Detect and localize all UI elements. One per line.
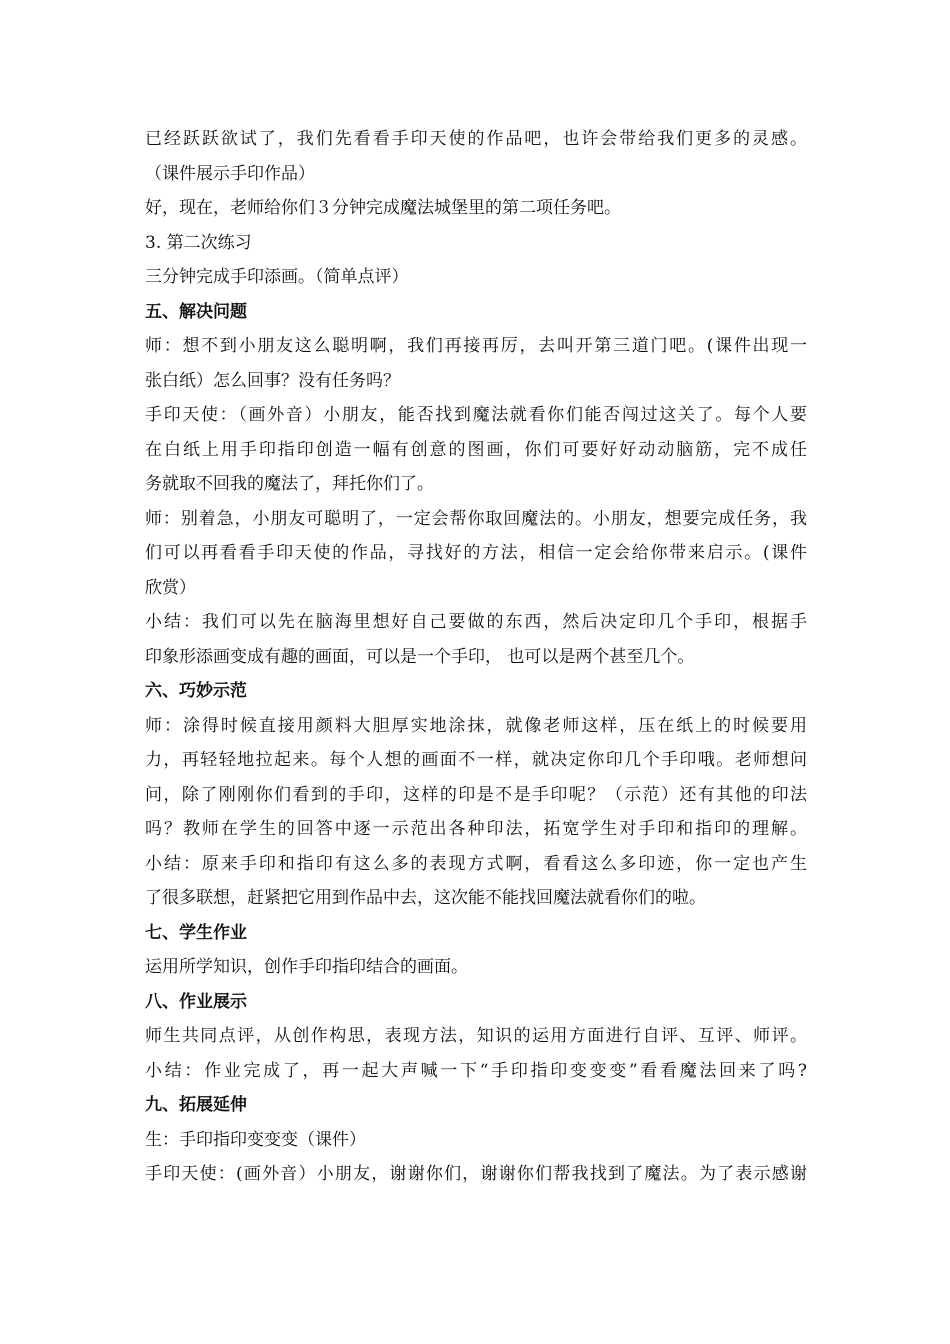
text-line: 好，现在，老师给你们３分钟完成魔法城堡里的第二项任务吧。 bbox=[145, 198, 621, 218]
section-heading: 五、解决问题 bbox=[145, 301, 247, 322]
text-line: 小结：原来手印和指印有这么多的表现方式啊，看看这么多印迹，你一定也产生 bbox=[145, 853, 807, 874]
text-line: 小结：我们可以先在脑海里想好自己要做的东西，然后决定印几个手印，根据手 bbox=[145, 612, 807, 632]
text-line: 小结：作业完成了，再一起大声喊一下“手印指印变变变”看看魔法回来了吗? bbox=[145, 1060, 807, 1081]
text-line: 3. 第二次练习 bbox=[145, 232, 252, 253]
section-heading: 六、巧妙示范 bbox=[145, 681, 247, 701]
section-heading: 九、拓展延伸 bbox=[145, 1095, 247, 1115]
text-line: 印象形添画变成有趣的画面，可以是一个手印， 也可以是两个甚至几个。 bbox=[145, 646, 695, 667]
text-line: 张白纸）怎么回事？没有任务吗？ bbox=[145, 370, 400, 391]
text-line: 在白纸上用手印指印创造一幅有创意的图画，你们可要好好动动脑筋，完不成任 bbox=[145, 439, 807, 460]
section-heading: 七、学生作业 bbox=[145, 922, 247, 943]
text-line: 手印天使：(画外音）小朋友，谢谢你们，谢谢你们帮我找到了魔法。为了表示感谢 bbox=[145, 1164, 807, 1184]
text-line: 师：涂得时候直接用颜料大胆厚实地涂抹，就像老师这样，压在纸上的时候要用 bbox=[145, 715, 807, 736]
text-line: （课件展示手印作品） bbox=[145, 163, 315, 184]
text-line: 运用所学知识，创作手印指印结合的画面。 bbox=[145, 957, 468, 977]
text-line: 务就取不回我的魔法了，拜托你们了。 bbox=[145, 474, 434, 494]
text-line: 手印天使：（画外音）小朋友，能否找到魔法就看你们能否闯过这关了。每个人要 bbox=[145, 405, 807, 425]
text-line: 欣赏） bbox=[145, 577, 196, 598]
text-line: 们可以再看看手印天使的作品，寻找好的方法，相信一定会给你带来启示。(课件 bbox=[145, 543, 807, 563]
text-line: 三分钟完成手印添画。（简单点评） bbox=[145, 267, 409, 287]
text-line: 师：别着急，小朋友可聪明了，一定会帮你取回魔法的。小朋友，想要完成任务，我 bbox=[145, 508, 807, 529]
text-line: 问，除了刚刚你们看到的手印，这样的印是不是手印呢？（示范）还有其他的印法 bbox=[145, 784, 807, 805]
section-heading: 八、作业展示 bbox=[145, 991, 247, 1012]
text-line: 已经跃跃欲试了，我们先看看手印天使的作品吧，也许会带给我们更多的灵感。 bbox=[145, 129, 807, 149]
text-line: 生：手印指印变变变（课件） bbox=[145, 1129, 366, 1150]
text-line: 吗？教师在学生的回答中逐一示范出各种印法，拓宽学生对手印和指印的理解。 bbox=[145, 819, 807, 839]
text-line: 了很多联想，赶紧把它用到作品中去，这次能不能找回魔法就看你们的啦。 bbox=[145, 888, 706, 908]
text-line: 力，再轻轻地拉起来。每个人想的画面不一样，就决定你印几个手印哦。老师想问 bbox=[145, 750, 807, 770]
text-line: 师生共同点评，从创作构思，表现方法，知识的运用方面进行自评、互评、师评。 bbox=[145, 1026, 807, 1046]
text-line: 师：想不到小朋友这么聪明啊，我们再接再厉，去叫开第三道门吧。(课件出现一 bbox=[145, 336, 807, 356]
